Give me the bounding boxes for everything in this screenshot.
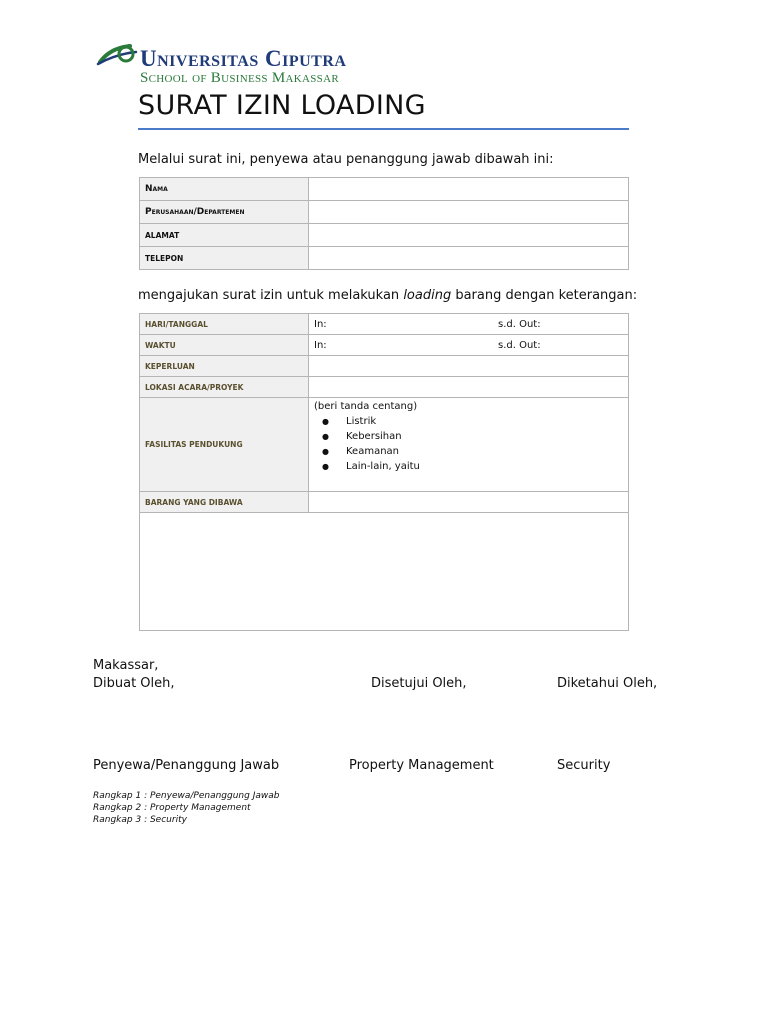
list-item[interactable]: ● Kebersihan xyxy=(322,429,623,444)
field-label-perusahaan: Perusahaan/Departemen xyxy=(140,201,309,224)
fasilitas-list xyxy=(314,414,623,474)
logo-swoosh-icon xyxy=(96,40,140,74)
field-input-lokasi[interactable] xyxy=(309,377,629,398)
waktu-in-label: In: xyxy=(314,339,327,351)
table-row xyxy=(140,513,629,631)
section2-intro xyxy=(138,288,637,303)
field-label-telepon: TELEPON xyxy=(140,247,309,270)
table-row xyxy=(140,398,629,492)
field-input-waktu[interactable] xyxy=(309,335,629,356)
field-input-fasilitas[interactable] xyxy=(309,398,629,492)
title-divider xyxy=(138,128,629,130)
city-label: Makassar, xyxy=(93,658,159,673)
section1-intro: Melalui surat ini, penyewa atau penanggung jawab dibawah ini: xyxy=(138,152,554,167)
copy-note: Rangkap 3 : Security xyxy=(93,815,187,825)
list-item[interactable]: ● Lain-lain, yaitu xyxy=(322,459,623,474)
field-input-perusahaan[interactable] xyxy=(309,201,629,224)
table-row xyxy=(140,224,629,247)
field-label-alamat: ALAMAT xyxy=(140,224,309,247)
section2-intro-before: mengajukan surat izin untuk melakukan xyxy=(138,288,404,303)
signer-penyewa: Penyewa/Penanggung Jawab xyxy=(93,758,280,773)
table-row xyxy=(140,314,629,335)
field-label-barang: BARANG YANG DIBAWA xyxy=(140,492,309,513)
copy-note: Rangkap 1 : Penyewa/Penanggung Jawab xyxy=(93,791,280,801)
page-title: SURAT IZIN LOADING xyxy=(138,90,426,121)
field-label-keperluan: KEPERLUAN xyxy=(140,356,309,377)
hari-out-label: s.d. Out: xyxy=(498,318,541,330)
table-row xyxy=(140,201,629,224)
tenant-info-table xyxy=(139,177,629,270)
list-item[interactable]: ● Listrik xyxy=(322,414,623,429)
field-label-lokasi: LOKASI ACARA/PROYEK xyxy=(140,377,309,398)
university-logo xyxy=(96,40,406,88)
hari-in-label: In: xyxy=(314,318,327,330)
copy-note: Rangkap 2 : Property Management xyxy=(93,803,251,813)
fasilitas-note: (beri tanda centang) xyxy=(314,401,418,412)
diketahui-oleh-label: Diketahui Oleh, xyxy=(557,676,658,691)
disetujui-oleh-label: Disetujui Oleh, xyxy=(371,676,467,691)
table-row xyxy=(140,492,629,513)
logo-school-name: School of Business Makassar xyxy=(140,70,339,86)
field-input-keperluan[interactable] xyxy=(309,356,629,377)
signer-security: Security xyxy=(557,758,611,773)
field-input-telepon[interactable] xyxy=(309,247,629,270)
dibuat-oleh-label: Dibuat Oleh, xyxy=(93,676,175,691)
field-input-hari[interactable] xyxy=(309,314,629,335)
field-input-barang[interactable] xyxy=(309,492,629,513)
list-item[interactable]: ● Keamanan xyxy=(322,444,623,459)
logo-university-name: Universitas Ciputra xyxy=(140,46,347,71)
field-label-waktu: WAKTU xyxy=(140,335,309,356)
section2-intro-italic: loading xyxy=(403,288,452,303)
table-row xyxy=(140,247,629,270)
table-row xyxy=(140,335,629,356)
table-row xyxy=(140,377,629,398)
table-row xyxy=(140,356,629,377)
field-label-hari: HARI/TANGGAL xyxy=(140,314,309,335)
field-input-nama[interactable] xyxy=(309,178,629,201)
field-label-nama: Nama xyxy=(140,178,309,201)
section2-intro-after: barang dengan keterangan: xyxy=(451,288,638,303)
waktu-out-label: s.d. Out: xyxy=(498,339,541,351)
barang-details-area[interactable] xyxy=(140,513,629,631)
signer-property-management: Property Management xyxy=(349,758,494,773)
field-input-alamat[interactable] xyxy=(309,224,629,247)
copy-distribution-notes xyxy=(93,790,279,826)
loading-details-table xyxy=(139,313,629,631)
field-label-fasilitas: FASILITAS PENDUKUNG xyxy=(140,398,309,492)
table-row xyxy=(140,178,629,201)
